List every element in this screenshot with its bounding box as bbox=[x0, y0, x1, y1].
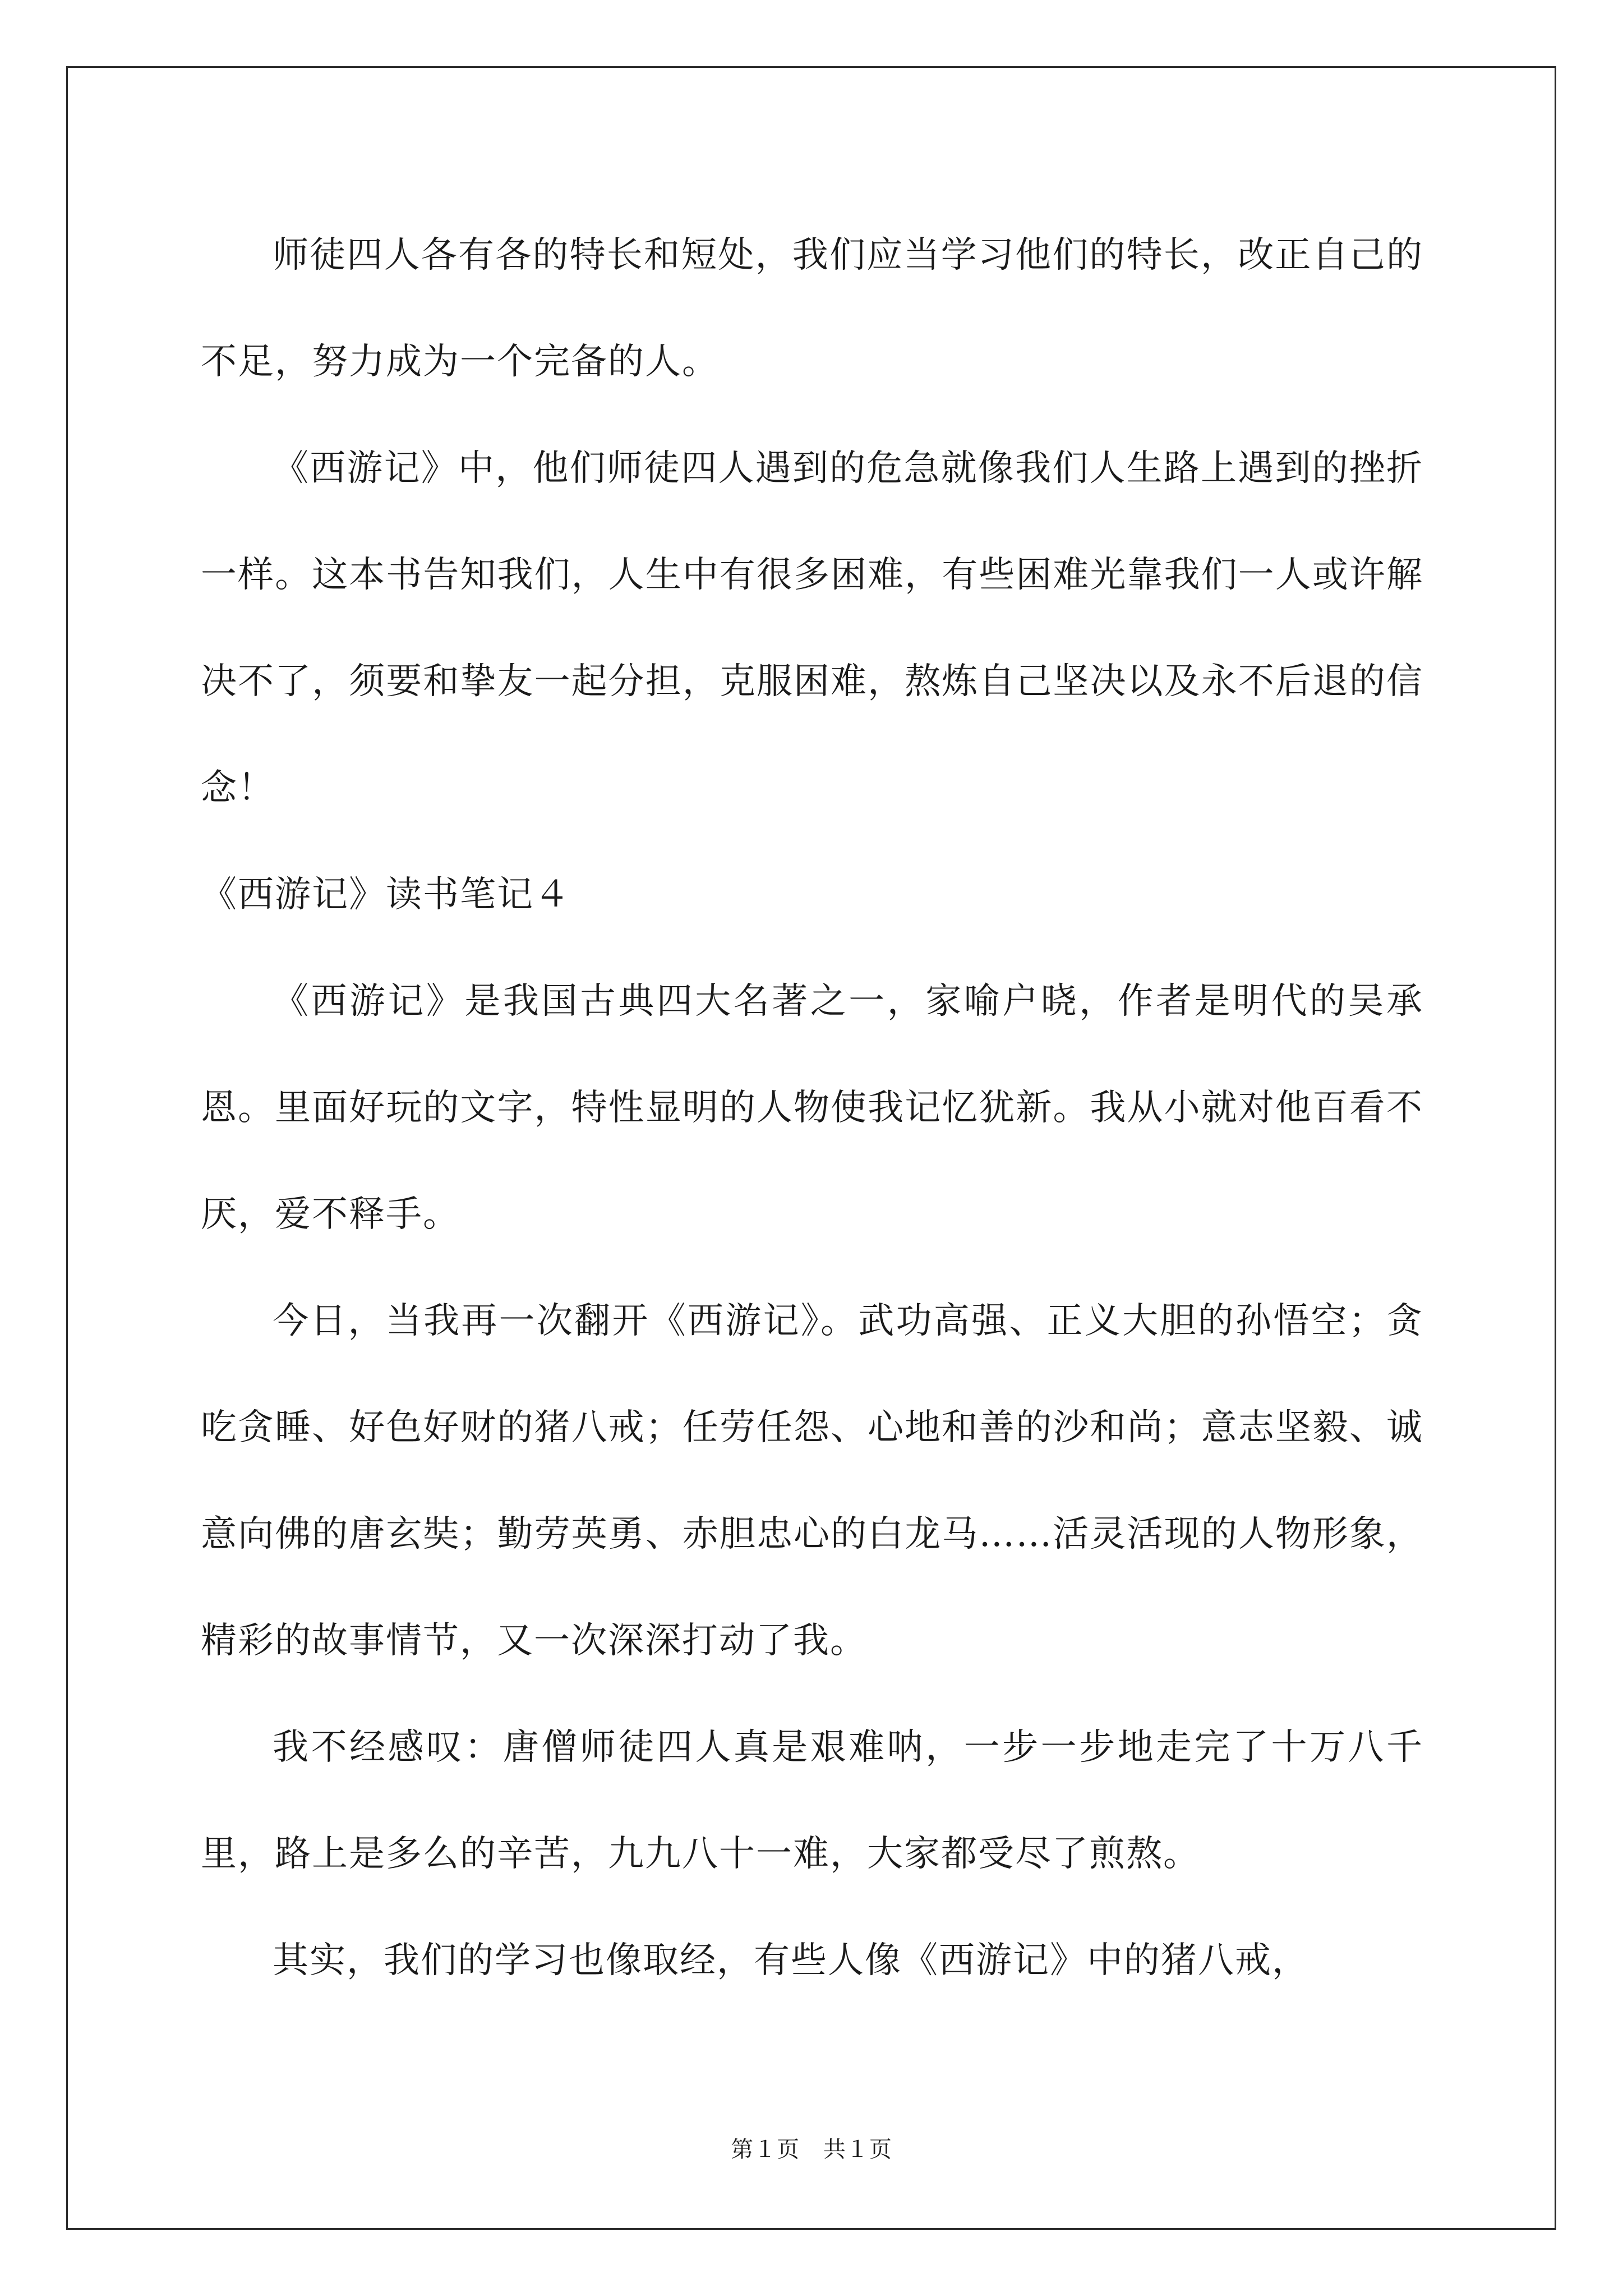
paragraph: 其实，我们的学习也像取经，有些人像《西游记》中的猪八戒， bbox=[273, 1940, 1309, 1981]
paragraph: 《西游记》中，他们师徒四人遇到的危急就像我们人生路上遇到的挫折一样。这本书告知我们，人生中有很多困难，有些困难光靠我们一人或许解决不了，须要和挚友一起分担，克服困难，熬炼自己坚决以及永不后退的信念！ bbox=[201, 448, 1423, 809]
paragraph: 师徒四人各有各的特长和短处，我们应当学习他们的特长，改正自己的不足，努力成为一个完备的人。 bbox=[201, 234, 1423, 383]
paragraph: 《西游记》是我国古典四大名著之一，家喻户晓，作者是明代的吴承恩。里面好玩的文字，特性显明的人物使我记忆犹新。我从小就对他百看不厌，爱不释手。 bbox=[201, 981, 1423, 1235]
paragraph: 我不经感叹：唐僧师徒四人真是艰难呐，一步一步地走完了十万八千里，路上是多么的辛苦，九九八十一难，大家都受尽了煎熬。 bbox=[201, 1727, 1423, 1875]
section-title: 《西游记》读书笔记４ bbox=[201, 874, 571, 915]
document-body bbox=[201, 202, 1423, 2014]
page-footer bbox=[0, 2132, 1623, 2164]
paragraph: 今日，当我再一次翻开《西游记》。武功高强、正义大胆的孙悟空；贪吃贪睡、好色好财的猪八戒；任劳任怨、心地和善的沙和尚；意志坚毅、诚意向佛的唐玄奘；勤劳英勇、赤胆忠心的白龙马……活灵活现的人物形象，精彩的故事情节，又一次深深打动了我。 bbox=[201, 1300, 1423, 1662]
page-total: 共１页 bbox=[823, 2137, 892, 2162]
page-number: 第１页 bbox=[731, 2137, 800, 2162]
